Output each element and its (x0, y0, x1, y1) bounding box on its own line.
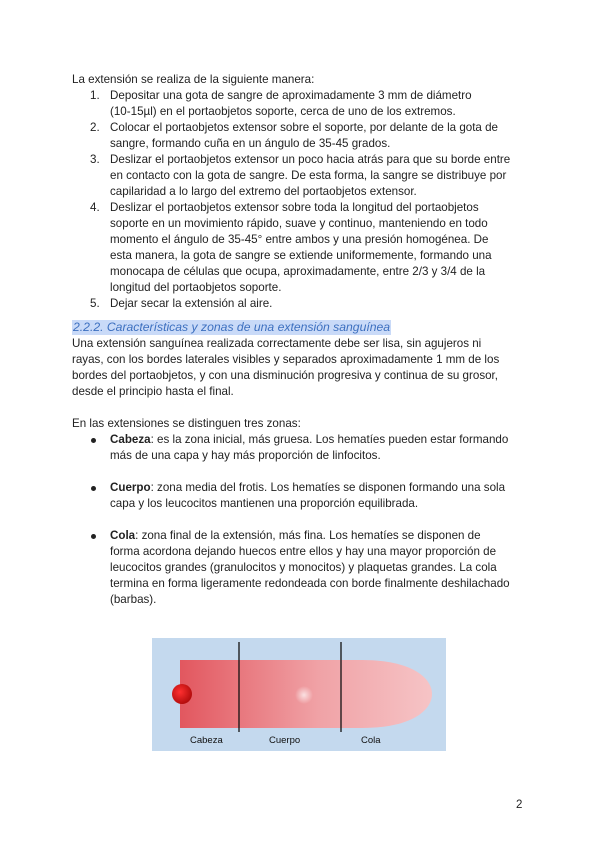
section-heading-text: 2.2.2. Características y zonas de una extensión sanguínea (73, 320, 391, 334)
step-item (72, 88, 538, 120)
intro-text: La extensión se realiza de la siguiente manera: (72, 73, 315, 86)
zone-term: Cola (110, 529, 136, 542)
step-line: en contacto con la gota de sangre. De esta forma, la sangre se distribuye por (110, 169, 507, 182)
label-cola: Cola (361, 735, 381, 746)
label-cuerpo: Cuerpo (269, 735, 301, 746)
section-paragraph (72, 336, 538, 400)
zone-item-cabeza (72, 432, 538, 464)
step-line: esta manera, la gota de sangre se extiende uniformemente, formando una (110, 249, 492, 262)
step-number: 1. (90, 89, 100, 102)
zone-line: termina en forma ligeramente redondeada con borde finalmente deshilachado (110, 577, 510, 590)
blood-drop (172, 684, 192, 704)
zone-term: Cabeza (110, 433, 151, 446)
paragraph-line: rayas, con los bordes laterales visibles y separados aproximadamente 1 mm de los (72, 353, 500, 366)
steps-list (72, 88, 538, 312)
bullet-icon (91, 534, 96, 539)
section-heading (72, 318, 538, 336)
step-number: 2. (90, 121, 100, 134)
step-line: monocapa de células que ocupa, aproximadamente, entre 2/3 y 3/4 de la (110, 265, 486, 278)
zone-term: Cuerpo (110, 481, 151, 494)
paragraph-line: Una extensión sanguínea realizada correctamente debe ser lisa, sin agujeros ni (72, 337, 482, 350)
step-line: longitud del portaobjetos soporte. (110, 281, 282, 294)
paragraph-line: desde el principio hasta el final. (72, 385, 234, 398)
zone-line: leucocitos grandes (granulocitos y monocitos) y plaquetas grandes. La cola (110, 561, 497, 574)
zone-line: : zona final de la extensión, más fina. Los hematíes se disponen de (135, 529, 481, 542)
document-body (72, 72, 538, 608)
step-line: capilaridad a lo largo del extremo del portaobjetos extensor. (110, 185, 417, 198)
bullet-icon (91, 486, 96, 491)
smear-svg (152, 638, 446, 751)
step-line: Colocar el portaobjetos extensor sobre el soporte, por delante de la gota de (110, 121, 498, 134)
zone-item-cola (72, 528, 538, 608)
step-number: 4. (90, 201, 100, 214)
step-line: Dejar secar la extensión al aire. (110, 297, 273, 310)
step-item (72, 120, 538, 152)
zone-line: forma acordona dejando huecos entre ellos y hay una mayor proporción de (110, 545, 497, 558)
zone-line: : zona media del frotis. Los hematíes se disponen formando una sola (150, 481, 506, 494)
bullet-icon (91, 438, 96, 443)
step-item (72, 152, 538, 200)
label-cabeza: Cabeza (190, 735, 223, 746)
blood-smear-diagram (152, 638, 446, 751)
spreading-spot (295, 686, 313, 704)
step-line: sangre, formando cuña en un ángulo de 35-45 grados. (110, 137, 391, 150)
step-item (72, 296, 538, 312)
step-line: Depositar una gota de sangre de aproximadamente 3 mm de diámetro (110, 89, 472, 102)
step-line: (10-15µl) en el portaobjetos soporte, cerca de uno de los extremos. (110, 105, 456, 118)
page-number: 2 (516, 799, 523, 811)
zones-intro: En las extensiones se distinguen tres zonas: (72, 417, 301, 430)
step-number: 3. (90, 153, 100, 166)
zone-item-cuerpo (72, 480, 538, 512)
zone-line: : es la zona inicial, más gruesa. Los hematíes pueden estar formando (150, 433, 509, 446)
step-line: soporte en un movimiento rápido, suave y continuo, manteniendo en todo (110, 217, 488, 230)
step-number: 5. (90, 297, 100, 310)
zone-line: más de una capa y hay más proporción de linfocitos. (110, 449, 381, 462)
step-item (72, 200, 538, 296)
step-line: momento el ángulo de 35-45° entre ambos y una presión homogénea. De (110, 233, 489, 246)
zone-line: (barbas). (110, 593, 157, 606)
step-line: Deslizar el portaobjetos extensor un poco hacia atrás para que su borde entre (110, 153, 511, 166)
paragraph-line: bordes del portaobjetos, y con una disminución progresiva y continua de su grosor, (72, 369, 499, 382)
zones-list (72, 432, 538, 608)
zone-line: capa y los leucocitos mantienen una proporción equilibrada. (110, 497, 419, 510)
step-line: Deslizar el portaobjetos extensor sobre toda la longitud del portaobjetos (110, 201, 479, 214)
